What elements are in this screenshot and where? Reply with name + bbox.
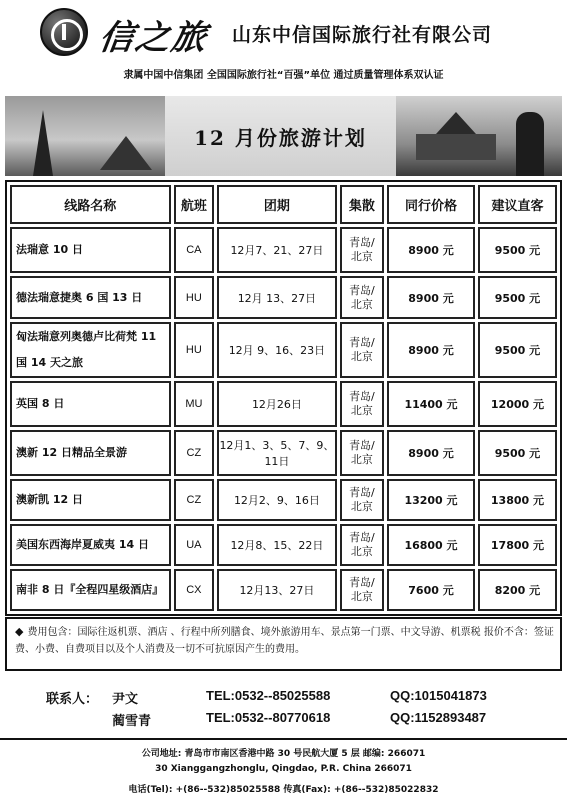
city-line-1: 青岛/ [349, 236, 375, 249]
tour-dates: 12月13、27日 [217, 569, 337, 611]
tour-dates: 12月7、21、27日 [217, 227, 337, 273]
flight-code: UA [174, 524, 214, 566]
retail-price: 8200 元 [478, 569, 557, 611]
city-line-1: 青岛/ [349, 336, 375, 349]
tour-banner [5, 96, 562, 176]
tour-dates: 12月1、3、5、7、9、11日 [217, 430, 337, 476]
tour-dates: 12月8、15、22日 [217, 524, 337, 566]
peer-price: 7600 元 [387, 569, 475, 611]
page-header [0, 0, 567, 62]
citic-logo-icon [40, 8, 88, 56]
contact-tel: TEL:0532--85025588 [206, 688, 331, 703]
departure-city [340, 381, 384, 427]
flight-code: CX [174, 569, 214, 611]
table-row [10, 381, 557, 427]
europe-photo [396, 96, 562, 176]
paris-photo [5, 96, 165, 176]
city-line-2: 北京 [350, 250, 373, 263]
table-row [10, 430, 557, 476]
peer-price: 11400 元 [387, 381, 475, 427]
retail-price: 9500 元 [478, 276, 557, 319]
route-name: 澳新凯 12 日 [10, 479, 171, 521]
price-notes [5, 617, 562, 671]
peer-price: 8900 元 [387, 227, 475, 273]
eiffel-tower-photo [33, 110, 53, 176]
tour-plan-table [5, 180, 562, 616]
retail-price: 12000 元 [478, 381, 557, 427]
header-departure-city: 集散 [340, 185, 384, 224]
banner-title: 12 月份旅游计划 [194, 126, 367, 150]
departure-city [340, 430, 384, 476]
flight-code: MU [174, 381, 214, 427]
company-tagline: 隶属中国中信集团 全国国际旅行社“百强”单位 通过质量管理体系双认证 [123, 70, 444, 81]
flight-code: HU [174, 322, 214, 378]
departure-city [340, 276, 384, 319]
peer-price: 16800 元 [387, 524, 475, 566]
flight-code: HU [174, 276, 214, 319]
departure-city [340, 322, 384, 378]
retail-price: 13800 元 [478, 479, 557, 521]
city-line-2: 北京 [350, 590, 373, 603]
departure-city [340, 479, 384, 521]
header-peer-price: 同行价格 [387, 185, 475, 224]
route-name: 英国 8 日 [10, 381, 171, 427]
flight-code: CZ [174, 430, 214, 476]
route-name: 美国东西海岸夏威夷 14 日 [10, 524, 171, 566]
bridge-building [416, 134, 496, 160]
table-row [10, 479, 557, 521]
departure-city [340, 524, 384, 566]
contact-section [0, 686, 567, 732]
retail-price: 9500 元 [478, 430, 557, 476]
table-row [10, 276, 557, 319]
notes-text: 费用包含：国际往返机票、酒店 、行程中所列膳食、境外旅游用车、景点第一门票、中文导游、机票税 报价不含：签证费、小费、自费项目以及个人消费及一切不可抗原因产生的费用。 [15, 627, 554, 655]
peer-price: 8900 元 [387, 430, 475, 476]
peer-price: 13200 元 [387, 479, 475, 521]
page-footer [0, 738, 567, 794]
route-name: 南非 8 日『全程四星级酒店』 [10, 569, 171, 611]
tour-dates: 12月 13、27日 [217, 276, 337, 319]
departure-city [340, 227, 384, 273]
city-line-2: 北京 [350, 453, 373, 466]
departure-city [340, 569, 384, 611]
tour-dates: 12月2、9、16日 [217, 479, 337, 521]
tour-dates: 12月 9、16、23日 [217, 322, 337, 378]
company-name: 山东中信国际旅行社有限公司 [232, 24, 493, 46]
route-name: 法瑞意 10 日 [10, 227, 171, 273]
city-line-2: 北京 [350, 500, 373, 513]
city-line-2: 北京 [350, 297, 373, 311]
city-line-1: 青岛/ [349, 486, 375, 499]
company-phones: 电话(Tel): +(86--532)85025588 传真(Fax): +(86--532)85022832 [128, 785, 439, 794]
table-row [10, 524, 557, 566]
contact-label: 联系人： [46, 692, 99, 707]
route-name: 匈法瑞意列奥德卢比荷梵 11 国 14 天之旅 [10, 322, 171, 378]
contact-qq: QQ:1152893487 [390, 710, 487, 725]
table-row [10, 322, 557, 378]
retail-price: 17800 元 [478, 524, 557, 566]
company-address: 公司地址: 青岛市市南区香港中路 30 号民航大厦 5 层 邮编: 266071 [141, 749, 426, 759]
route-name: 澳新 12 日精品全景游 [10, 430, 171, 476]
retail-price: 9500 元 [478, 227, 557, 273]
city-line-1: 青岛/ [349, 283, 375, 297]
tour-dates: 12月26日 [217, 381, 337, 427]
flight-code: CZ [174, 479, 214, 521]
city-line-2: 北京 [350, 545, 373, 558]
header-dates: 团期 [217, 185, 337, 224]
table-header-row [10, 185, 557, 224]
brand-logo-text: 信之旅 [96, 18, 211, 58]
louvre-pyramid-photo [100, 136, 152, 170]
contact-tel: TEL:0532--80770618 [206, 710, 331, 725]
retail-price: 9500 元 [478, 322, 557, 378]
route-name: 德法瑞意捷奥 6 国 13 日 [10, 276, 171, 319]
diamond-bullet-icon: ◆ [15, 625, 24, 638]
manneken-pis-photo [516, 112, 544, 176]
contact-qq: QQ:1015041873 [390, 688, 487, 703]
contact-name: 蔺雪青 [112, 714, 152, 729]
city-line-2: 北京 [350, 350, 373, 363]
header-retail-price: 建议直客 [478, 185, 557, 224]
city-line-1: 青岛/ [349, 576, 375, 589]
city-line-1: 青岛/ [349, 390, 375, 403]
city-line-1: 青岛/ [349, 531, 375, 544]
contact-name: 尹文 [112, 692, 139, 707]
city-line-2: 北京 [350, 404, 373, 417]
header-route: 线路名称 [10, 185, 171, 224]
header-flight: 航班 [174, 185, 214, 224]
city-line-1: 青岛/ [349, 439, 375, 452]
flight-code: CA [174, 227, 214, 273]
peer-price: 8900 元 [387, 322, 475, 378]
table-row [10, 569, 557, 611]
table-row [10, 227, 557, 273]
lucerne-bridge-photo [436, 112, 476, 134]
peer-price: 8900 元 [387, 276, 475, 319]
company-address-english: 30 Xianggangzhonglu, Qingdao, P.R. China 266071 [155, 764, 412, 774]
